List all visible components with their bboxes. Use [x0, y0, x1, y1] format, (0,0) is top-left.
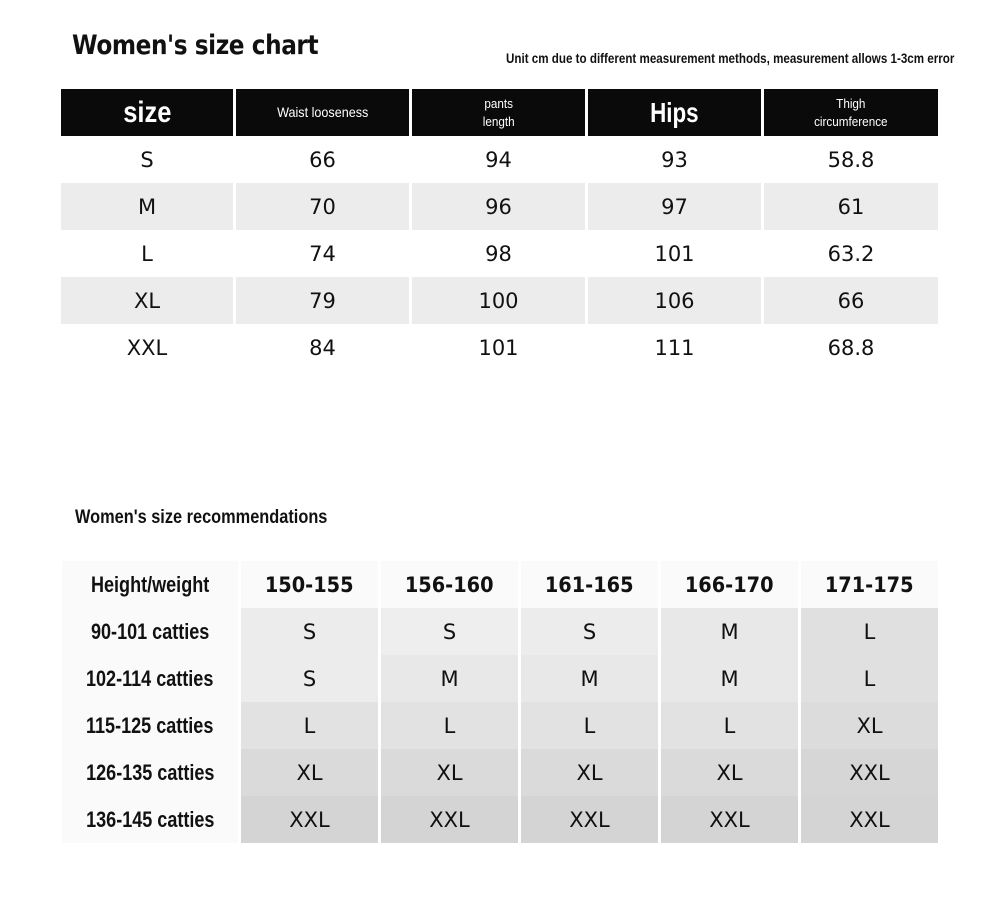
- recommended-size-cell: XXL: [801, 796, 938, 843]
- weight-label: [62, 796, 238, 843]
- header-waist: [236, 89, 409, 136]
- recommended-size-cell: S: [241, 655, 378, 702]
- weight-label: [62, 749, 238, 796]
- unit-note: Unit cm due to different measurement methods, measurement allows 1-3cm error: [505, 51, 954, 66]
- weight-label-text: 115-125 catties: [86, 712, 214, 738]
- recommended-size-cell: L: [381, 702, 518, 749]
- height-header: [241, 561, 378, 608]
- measurement-cell: 74: [309, 241, 336, 266]
- table-row: [61, 136, 935, 183]
- table-row: [62, 655, 935, 702]
- measurement-cell: 79: [236, 277, 409, 324]
- size-cell: XXL: [126, 335, 168, 360]
- size-chart-header-row: [61, 89, 935, 136]
- measurement-cell: 58.8: [827, 147, 875, 172]
- measurement-cell: 98: [485, 241, 512, 266]
- recommended-size-cell: L: [661, 702, 798, 749]
- weight-label-text: 126-135 catties: [85, 759, 215, 785]
- weight-label-text: 136-145 catties: [85, 806, 215, 832]
- height-label: 150-155: [265, 572, 354, 597]
- height-header: [661, 561, 798, 608]
- recommended-size-cell: XXL: [521, 796, 658, 843]
- header-thigh: [764, 89, 938, 136]
- table-row: [61, 183, 935, 230]
- size-cell: XL: [61, 277, 233, 324]
- height-header: [801, 561, 938, 608]
- measurement-cell: 100: [412, 277, 585, 324]
- size-chart-body: [61, 136, 935, 371]
- weight-label: [62, 655, 238, 702]
- header-pants-length: [412, 89, 585, 136]
- height-label: 171-175: [825, 572, 914, 597]
- recommendations-header-row: [62, 561, 935, 608]
- recommended-size-cell: M: [661, 608, 798, 655]
- size-chart-title: Women's size chart: [72, 30, 319, 61]
- recommended-size-cell: S: [241, 608, 378, 655]
- header-thigh-label: Thigh circumference: [814, 95, 888, 129]
- table-row: [62, 608, 935, 655]
- measurement-cell: 101: [654, 241, 695, 266]
- table-row: [62, 796, 935, 843]
- recommended-size-cell: S: [521, 608, 658, 655]
- recommendations-title: Women's size recommendations: [75, 507, 328, 528]
- measurement-cell: 70: [236, 183, 409, 230]
- measurement-cell: 68.8: [827, 335, 875, 360]
- measurement-cell: 61: [764, 183, 938, 230]
- table-row: [61, 230, 935, 277]
- table-row: [61, 324, 935, 371]
- measurement-cell: 101: [478, 335, 519, 360]
- table-row: [62, 749, 935, 796]
- recommended-size-cell: XXL: [241, 796, 378, 843]
- corner-label-text: Height/weight: [90, 571, 210, 597]
- recommended-size-cell: L: [801, 608, 938, 655]
- corner-label: [62, 561, 238, 608]
- recommended-size-cell: L: [801, 655, 938, 702]
- table-row: [61, 277, 935, 324]
- measurement-cell: 97: [588, 183, 761, 230]
- weight-label: [62, 702, 238, 749]
- measurement-cell: 93: [661, 147, 688, 172]
- measurement-cell: 96: [412, 183, 585, 230]
- measurement-cell: 66: [764, 277, 938, 324]
- recommended-size-cell: XL: [241, 749, 378, 796]
- height-header: [381, 561, 518, 608]
- recommendations-body: [62, 608, 935, 843]
- recommended-size-cell: XXL: [661, 796, 798, 843]
- measurement-cell: 63.2: [827, 241, 875, 266]
- header-size: [61, 89, 233, 136]
- header-waist-label: Waist looseness: [276, 104, 369, 121]
- recommendations-table: [62, 561, 935, 843]
- header-pants-length-label: pants length: [482, 95, 515, 129]
- size-chart-table: [61, 89, 935, 371]
- recommended-size-cell: M: [661, 655, 798, 702]
- weight-label: [62, 608, 238, 655]
- weight-label-text: 102-114 catties: [86, 665, 214, 691]
- size-cell: L: [141, 241, 153, 266]
- header-hips-label: Hips: [650, 96, 699, 128]
- recommended-size-cell: L: [521, 702, 658, 749]
- recommended-size-cell: M: [521, 655, 658, 702]
- measurement-cell: 111: [654, 335, 695, 360]
- recommended-size-cell: XXL: [801, 749, 938, 796]
- table-row: [62, 702, 935, 749]
- recommended-size-cell: S: [381, 608, 518, 655]
- recommended-size-cell: XL: [381, 749, 518, 796]
- measurement-cell: 106: [588, 277, 761, 324]
- header-hips: [588, 89, 761, 136]
- size-cell: S: [140, 147, 154, 172]
- recommended-size-cell: XL: [661, 749, 798, 796]
- height-label: 161-165: [545, 572, 634, 597]
- header-size-label: size: [122, 95, 172, 129]
- measurement-cell: 84: [309, 335, 336, 360]
- recommended-size-cell: XXL: [381, 796, 518, 843]
- size-cell: M: [61, 183, 233, 230]
- recommended-size-cell: XL: [801, 702, 938, 749]
- measurement-cell: 66: [309, 147, 336, 172]
- recommended-size-cell: L: [241, 702, 378, 749]
- height-label: 156-160: [405, 572, 494, 597]
- height-label: 166-170: [685, 572, 774, 597]
- height-header: [521, 561, 658, 608]
- recommended-size-cell: M: [381, 655, 518, 702]
- recommended-size-cell: XL: [521, 749, 658, 796]
- measurement-cell: 94: [485, 147, 512, 172]
- weight-label-text: 90-101 catties: [90, 618, 210, 644]
